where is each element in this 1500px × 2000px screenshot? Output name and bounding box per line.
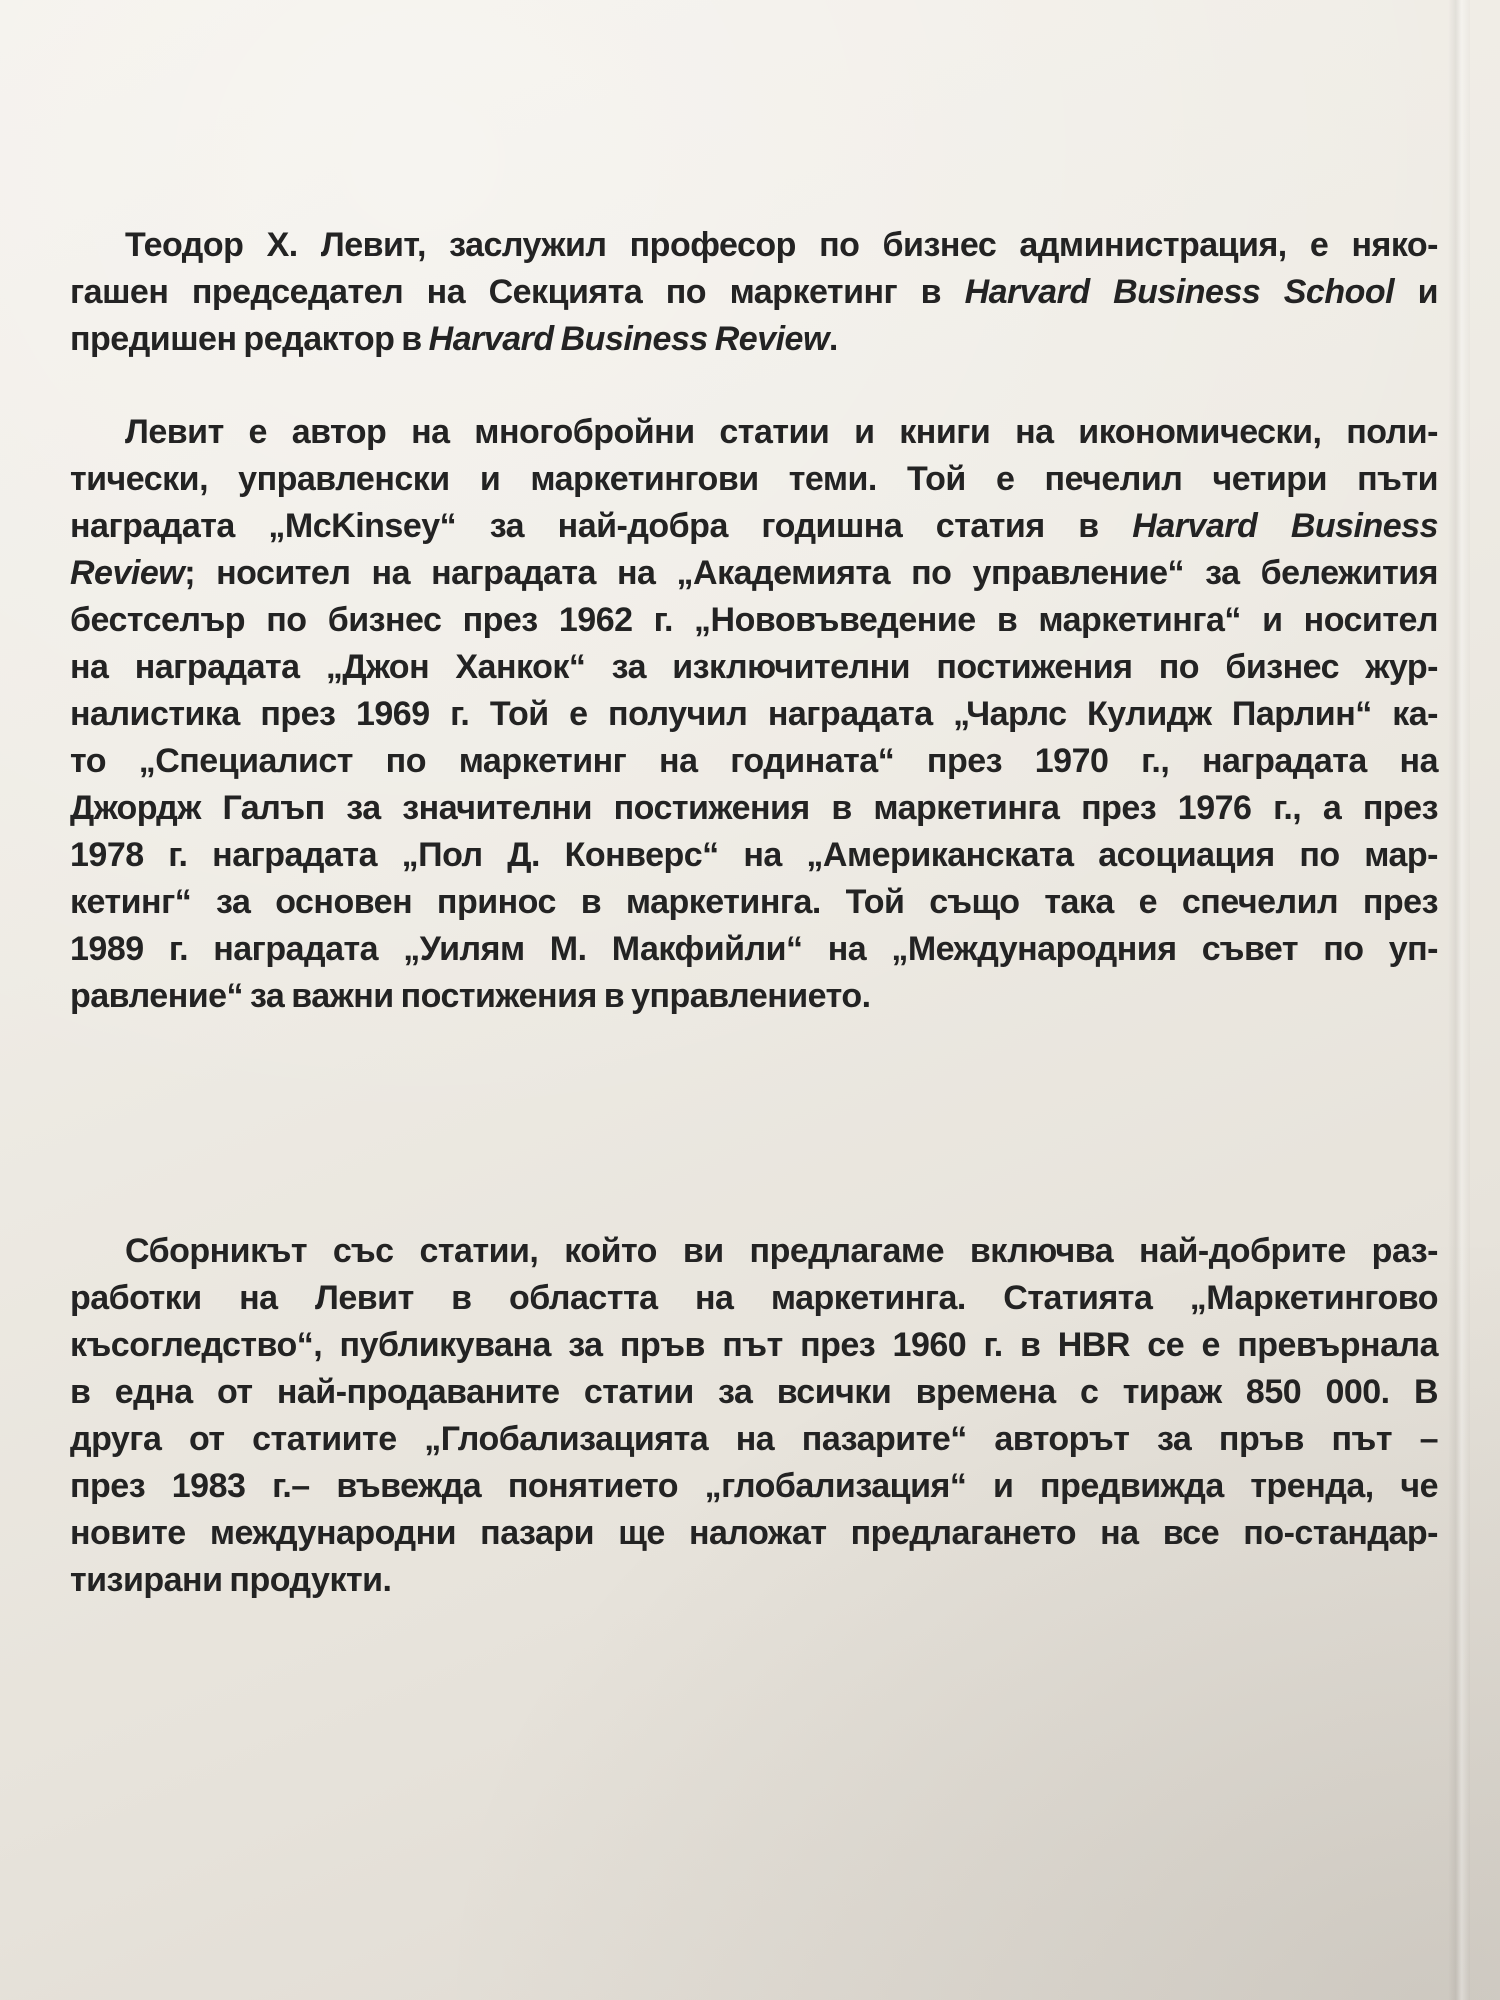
paper-crease (1448, 0, 1470, 2000)
text-segment: работки на Левит в областта на маркетинга. Статията „Маркетингово (70, 1279, 1438, 1317)
page-text (70, 222, 1438, 1604)
text-line (70, 1557, 1438, 1604)
paragraph (70, 1228, 1438, 1604)
text-segment: Сборникът със статии, който ви предлагаме включва най-добрите раз- (125, 1232, 1438, 1270)
text-line (70, 1275, 1438, 1322)
paragraph (70, 222, 1438, 363)
text-segment: Теодор Х. Левит, заслужил професор по бизнес администрация, е няко- (125, 226, 1438, 264)
text-segment: то „Специалист по маркетинг на годината“ през 1970 г., наградата на (70, 742, 1438, 780)
text-segment: през 1983 г.– въвежда понятието „глобализация“ и предвижда тренда, че (70, 1467, 1438, 1505)
text-segment: Левит е автор на многобройни статии и книги на икономически, поли- (125, 413, 1438, 451)
text-segment: тизирани продукти. (70, 1561, 392, 1599)
text-line (70, 409, 1438, 456)
text-segment: 1978 г. наградата „Пол Д. Конверс“ на „Американската асоциация по мар- (70, 836, 1438, 874)
italic-text-segment: Harvard Business School (964, 273, 1395, 311)
text-segment: бестселър по бизнес през 1962 г. „Нововъведение в маркетинга“ и носител (70, 601, 1438, 639)
text-line (70, 644, 1438, 691)
text-line (70, 503, 1438, 550)
text-line (70, 456, 1438, 503)
text-segment: . (828, 320, 838, 358)
text-segment: и (1394, 273, 1438, 311)
text-segment: новите международни пазари ще наложат предлагането на все по-стандар- (70, 1514, 1438, 1552)
paragraph (70, 409, 1438, 1020)
italic-text-segment: Harvard Business Review (428, 320, 829, 358)
text-line (70, 973, 1438, 1020)
text-line (70, 1416, 1438, 1463)
text-segment: в една от най-продаваните статии за всички времена с тираж 850 000. В (70, 1373, 1438, 1411)
text-line (70, 1322, 1438, 1369)
italic-text-segment: Harvard Business (1132, 507, 1438, 545)
text-segment: кетинг“ за основен принос в маркетинга. Той също така е спечелил през (70, 883, 1438, 921)
italic-text-segment: Review (70, 554, 185, 592)
text-line (70, 879, 1438, 926)
text-segment: налистика през 1969 г. Той е получил наградата „Чарлс Кулидж Парлин“ ка- (70, 695, 1438, 733)
text-line (70, 597, 1438, 644)
text-segment: на наградата „Джон Ханкок“ за изключителни постижения по бизнес жур- (70, 648, 1438, 686)
text-line (70, 1228, 1438, 1275)
text-segment: 1989 г. наградата „Уилям М. Макфийли“ на „Международния съвет по уп- (70, 930, 1438, 968)
text-line (70, 691, 1438, 738)
text-line (70, 269, 1438, 316)
text-segment: Джордж Галъп за значителни постижения в маркетинга през 1976 г., а през (70, 789, 1438, 827)
text-segment: късогледство“, публикувана за пръв път през 1960 г. в HBR се е превърнала (70, 1326, 1438, 1364)
text-line (70, 222, 1438, 269)
text-segment: равление“ за важни постижения в управлението. (70, 977, 871, 1015)
text-line (70, 1463, 1438, 1510)
text-segment: друга от статиите „Глобализацията на пазарите“ авторът за пръв път – (70, 1420, 1438, 1458)
text-segment: гашен председател на Секцията по маркетинг в (70, 273, 965, 311)
text-line (70, 316, 1438, 363)
text-line (70, 926, 1438, 973)
text-segment: предишен редактор в (70, 320, 429, 358)
text-line (70, 738, 1438, 785)
text-line (70, 550, 1438, 597)
text-line (70, 1510, 1438, 1557)
text-segment: наградата „McKinsey“ за най-добра годишна статия в (70, 507, 1133, 545)
text-line (70, 785, 1438, 832)
text-segment: тически, управленски и маркетингови теми. Той е печелил четири пъти (70, 460, 1438, 498)
text-line (70, 832, 1438, 879)
text-line (70, 1369, 1438, 1416)
text-segment: ; носител на наградата на „Академията по управление“ за бележития (184, 554, 1438, 592)
